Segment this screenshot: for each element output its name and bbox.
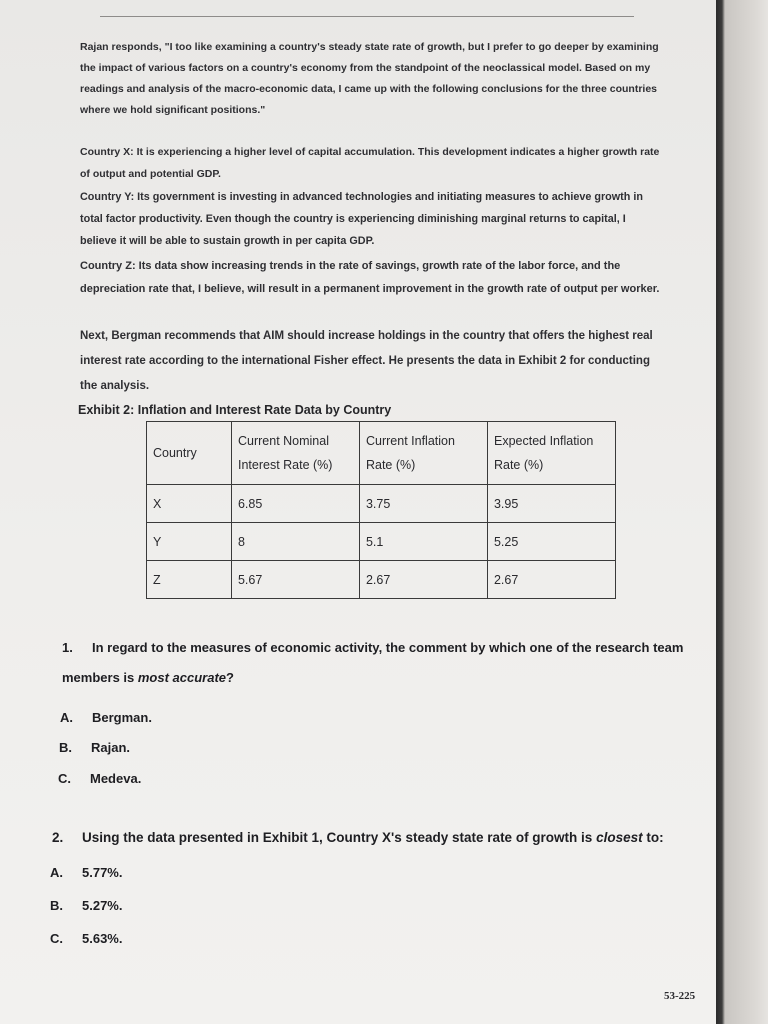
question-emphasis: closest xyxy=(596,830,643,845)
page-number: 53-225 xyxy=(664,990,696,1002)
question-1-option-b: B. Rajan. xyxy=(59,740,131,755)
header-expected-inflation: Expected Inflation Rate (%) xyxy=(487,422,615,485)
question-2-option-a: A. 5.77%. xyxy=(50,865,123,880)
question-text: Using the data presented in Exhibit 1, Country X's steady state rate of growth is xyxy=(82,830,597,845)
question-number: 1. xyxy=(62,640,73,655)
paragraph-bergman: Next, Bergman recommends that AIM should increase holdings in the country that offers the highest real interest rate according to the international Fisher effect. He presents the data in Exhibit 2 for conducting the analysis. xyxy=(80,330,653,392)
table-row xyxy=(147,523,616,561)
question-1-option-a: A. Bergman. xyxy=(60,710,152,725)
table-cell: 5.25 xyxy=(487,523,615,561)
table-cell: 5.67 xyxy=(231,561,359,599)
table-cell: 3.95 xyxy=(487,485,615,523)
table-cell: Y xyxy=(147,523,232,561)
question-number: 2. xyxy=(52,830,64,845)
question-text: In regard to the measures of economic activity, the comment by which one of the research team members is xyxy=(62,640,684,685)
table-cell: 3.75 xyxy=(359,485,487,523)
question-2 xyxy=(52,823,712,853)
question-emphasis: most accurate xyxy=(137,670,227,685)
table-row xyxy=(147,561,616,599)
table-cell: Z xyxy=(147,561,232,599)
paragraph-country-x: Country X: It is experiencing a higher level of capital accumulation. This development indicates a higher growth rate of output and potential GDP. xyxy=(80,146,660,180)
question-2-option-c: C. 5.63%. xyxy=(50,931,123,946)
question-1-option-c: C. Medeva. xyxy=(58,771,142,786)
table-cell: 8 xyxy=(231,523,359,561)
exhibit-title: Exhibit 2: Inflation and Interest Rate Data by Country xyxy=(78,403,392,417)
header-current-inflation: Current Inflation Rate (%) xyxy=(359,422,487,485)
table-cell: 2.67 xyxy=(359,561,487,599)
question-text-end: to: xyxy=(642,830,664,845)
header-nominal-rate: Current Nominal Interest Rate (%) xyxy=(231,422,359,485)
table-cell: 2.67 xyxy=(487,561,615,599)
paragraph-rajan-intro: Rajan responds, "I too like examining a country's steady state rate of growth, but I prefer to go deeper by examining the impact of various factors on a country's economy from the standpoint of the neoclassical model. Based on my readings and analysis of the macro-economic data, I came up with the following conclusions for the three countries where we hold significant positions." xyxy=(80,41,659,116)
table-row xyxy=(147,485,616,523)
table-cell: 5.1 xyxy=(359,523,487,561)
table-cell: X xyxy=(147,485,232,523)
question-1 xyxy=(62,633,702,693)
header-country: Country xyxy=(147,422,232,485)
paragraph-country-y: Country Y: Its government is investing in advanced technologies and initiating measures to achieve growth in total factor productivity. Even though the country is experiencing diminishing marginal returns to capital, I believe it will be able to sustain growth in per capita GDP. xyxy=(80,191,643,247)
header-rule xyxy=(100,16,634,17)
question-2-option-b: B. 5.27%. xyxy=(50,898,123,913)
table-cell: 6.85 xyxy=(231,485,359,523)
table-header-row xyxy=(147,422,616,485)
paragraph-country-z: Country Z: Its data show increasing trends in the rate of savings, growth rate of the labor force, and the depreciation rate that, I believe, will result in a permanent improvement in the growth rate of output per worker. xyxy=(80,260,660,295)
question-text-end: ? xyxy=(226,670,234,685)
exhibit-table xyxy=(146,421,616,599)
book-edge xyxy=(716,0,768,1024)
